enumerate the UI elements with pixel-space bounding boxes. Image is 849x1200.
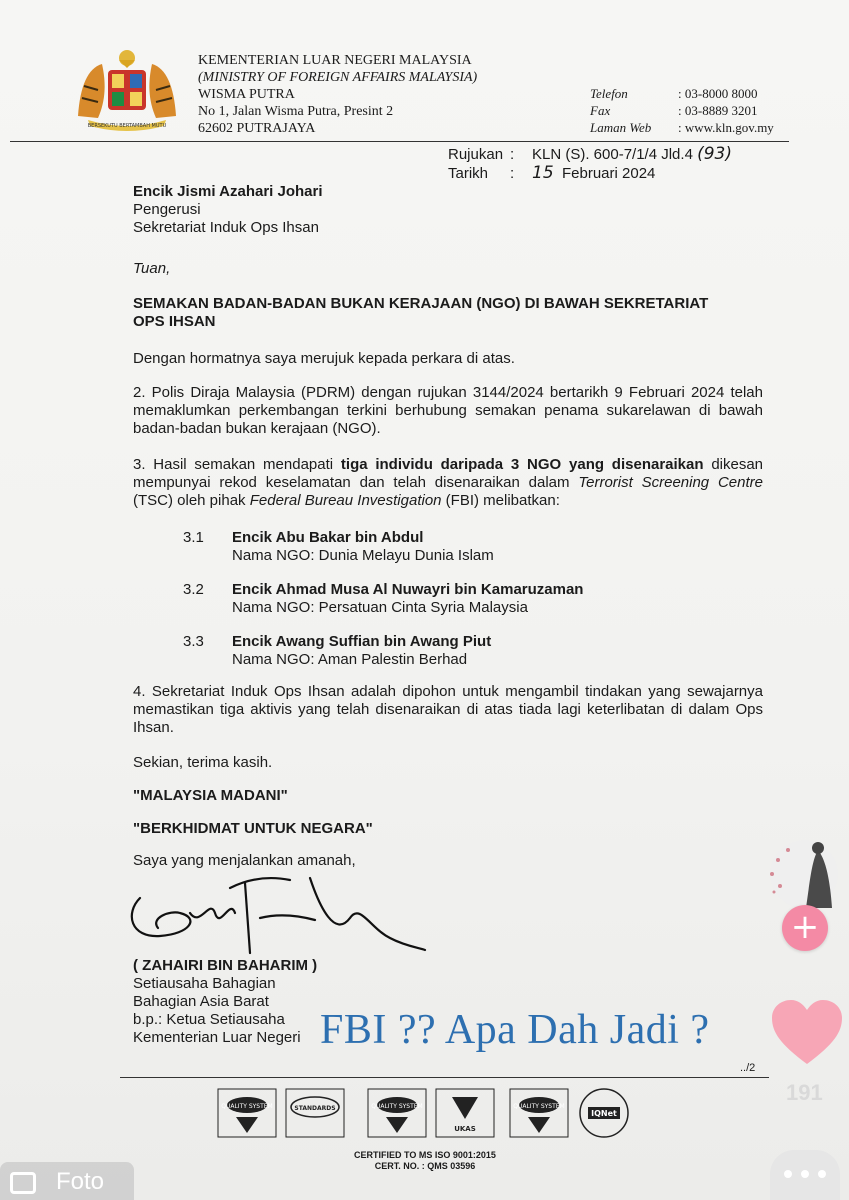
subject-heading (133, 295, 763, 331)
paragraph-2: 2. Polis Diraja Malaysia (PDRM) dengan rujukan 3144/2024 bertarikh 9 Februari 2024 telah memaklumkan perkembangan terkini berhubung semakan penama sukarelawan di bawah badan-badan bukan kerajaan (NGO). (133, 384, 763, 437)
para3-bold: tiga individu daripada 3 NGO yang disenaraikan (340, 456, 704, 473)
para3-tsc: Terrorist Screening Centre (578, 474, 763, 491)
ministry-name-en: (MINISTRY OF FOREIGN AFFAIRS MALAYSIA) (198, 70, 478, 85)
subject-line-2: OPS IHSAN (133, 313, 216, 330)
reference-handwritten: (93) (697, 144, 732, 164)
contact-block (590, 85, 774, 136)
iqnet-logo (580, 1089, 628, 1137)
heart-like-icon[interactable] (770, 998, 844, 1068)
motto-berkhidmat: "BERKHIDMAT UNTUK NEGARA" (133, 820, 373, 837)
signatory-title-1: Setiausaha Bahagian (133, 975, 276, 992)
signature-image (120, 858, 440, 968)
address-line-1: No 1, Jalan Wisma Putra, Presint 2 (198, 104, 394, 119)
phone-value: : 03-8000 8000 (678, 86, 758, 101)
cert-line-1: CERTIFIED TO MS ISO 9001:2015 (354, 1150, 496, 1160)
certification-logos-left (216, 1087, 526, 1139)
ministry-name-ms: KEMENTERIAN LUAR NEGERI MALAYSIA (198, 53, 472, 68)
ukas-logo (436, 1089, 494, 1137)
logo-6-text: IQNet (591, 1109, 617, 1118)
fax-value: : 03-8889 3201 (678, 103, 758, 118)
logo-2-text: STANDARDS (294, 1105, 336, 1112)
follow-plus-button[interactable]: + (782, 905, 828, 951)
fax-label: Fax (590, 103, 611, 118)
date-value: Februari 2024 (561, 165, 656, 182)
web-value[interactable]: : www.kln.gov.my (678, 120, 774, 135)
footer-divider (120, 1077, 769, 1078)
date-handwritten-day: 15 (532, 163, 554, 183)
quality-system-logo-1 (218, 1089, 276, 1137)
individual-name: Encik Abu Bakar bin Abdul (232, 529, 424, 546)
photo-type-badge[interactable] (0, 1162, 134, 1200)
photo-icon (10, 1172, 36, 1194)
caption-overlay: FBI ?? Apa Dah Jadi ? (320, 1007, 710, 1053)
individual-name: Encik Awang Suffian bin Awang Piut (232, 633, 492, 650)
address-line-2: 62602 PUTRAJAYA (198, 121, 316, 136)
more-dot-icon (801, 1170, 809, 1178)
photo-badge-label: Foto (56, 1168, 105, 1195)
logo-5-text: QUALITY SYSTEM (513, 1103, 565, 1110)
page-continuation: ../2 (740, 1062, 756, 1074)
letterhead-divider (10, 141, 789, 142)
more-dot-icon (784, 1170, 792, 1178)
like-count: 191 (786, 1080, 823, 1105)
logo-4-text: UKAS (454, 1125, 476, 1133)
certification-logos-right (508, 1087, 640, 1139)
signatory-title-3: b.p.: Ketua Setiausaha (133, 1011, 285, 1028)
paragraph-4: 4. Sekretariat Induk Ops Ihsan adalah dipohon untuk mengambil tindakan yang sewajarnya memastikan tiga aktivis yang telah disenaraikan di atas tiada lagi keterlibatan di dalam Ops Ihsan. (133, 683, 763, 736)
para3-fbi: Federal Bureau Investigation (249, 492, 442, 509)
paragraph-3 (133, 456, 763, 510)
individual-ngo: Nama NGO: Persatuan Cinta Syria Malaysia (232, 599, 528, 616)
paragraph-1: Dengan hormatnya saya merujuk kepada perkara di atas. (133, 350, 515, 367)
date-label: Tarikh (448, 165, 489, 182)
individual-ngo: Nama NGO: Aman Palestin Berhad (232, 651, 468, 668)
signatory-name: ( ZAHAIRI BIN BAHARIM ) (133, 957, 318, 974)
para3-mid1: dikesan mempunyai rekod keselamatan dan telah disenaraikan dalam (133, 456, 764, 491)
reference-value: KLN (S). 600-7/1/4 Jld.4 (532, 146, 693, 163)
recipient-office: Sekretariat Induk Ops Ihsan (133, 219, 319, 236)
subject-line-1: SEMAKAN BADAN-BADAN BUKAN KERAJAAN (NGO) DI BAWAH SEKRETARIAT (133, 295, 709, 312)
crest-motto: BERSEKUTU BERTAMBAH MUTU (87, 123, 167, 129)
quality-system-logo-3 (510, 1089, 568, 1137)
recipient-name: Encik Jismi Azahari Johari (133, 183, 323, 200)
trust-line: Saya yang menjalankan amanah, (133, 852, 356, 869)
signatory-title-4: Kementerian Luar Negeri (133, 1029, 301, 1046)
motto-madani: "MALAYSIA MADANI" (133, 787, 288, 804)
para3-mid2: (TSC) oleh pihak (133, 492, 250, 509)
para3-lead: 3. Hasil semakan mendapati (133, 456, 341, 473)
phone-label: Telefon (590, 86, 628, 101)
item-number: 3.3 (183, 633, 204, 650)
individual-ngo: Nama NGO: Dunia Melayu Dunia Islam (232, 547, 494, 564)
more-options-button[interactable] (770, 1150, 840, 1200)
logo-1-text: QUALITY SYSTEM (221, 1103, 273, 1110)
quality-system-logo-2 (368, 1089, 426, 1137)
para3-tail: (FBI) melibatkan: (441, 492, 560, 509)
standards-logo (286, 1089, 344, 1137)
closing-line: Sekian, terima kasih. (133, 754, 273, 771)
more-dot-icon (818, 1170, 826, 1178)
certification-text (340, 1150, 510, 1172)
individual-name: Encik Ahmad Musa Al Nuwayri bin Kamaruzaman (232, 581, 584, 598)
logo-3-text: QUALITY SYSTEM (371, 1103, 423, 1110)
web-label: Laman Web (590, 120, 652, 135)
item-number: 3.1 (183, 529, 204, 546)
item-number: 3.2 (183, 581, 204, 598)
malaysia-coat-of-arms-icon (68, 46, 186, 132)
ministry-address (198, 52, 477, 137)
building-name: WISMA PUTRA (198, 87, 295, 102)
reference-label: Rujukan (448, 146, 504, 163)
recipient-position: Pengerusi (133, 201, 201, 218)
cert-line-2: CERT. NO. : QMS 03596 (374, 1161, 476, 1171)
signatory-title-2: Bahagian Asia Barat (133, 993, 269, 1010)
recipient-block (133, 183, 763, 237)
salutation: Tuan, (133, 260, 171, 277)
reference-block: Rujukan : KLN (S). 600-7/1/4 Jld.4 (93) Tarikh : 15 Februari 2024 (448, 144, 732, 183)
